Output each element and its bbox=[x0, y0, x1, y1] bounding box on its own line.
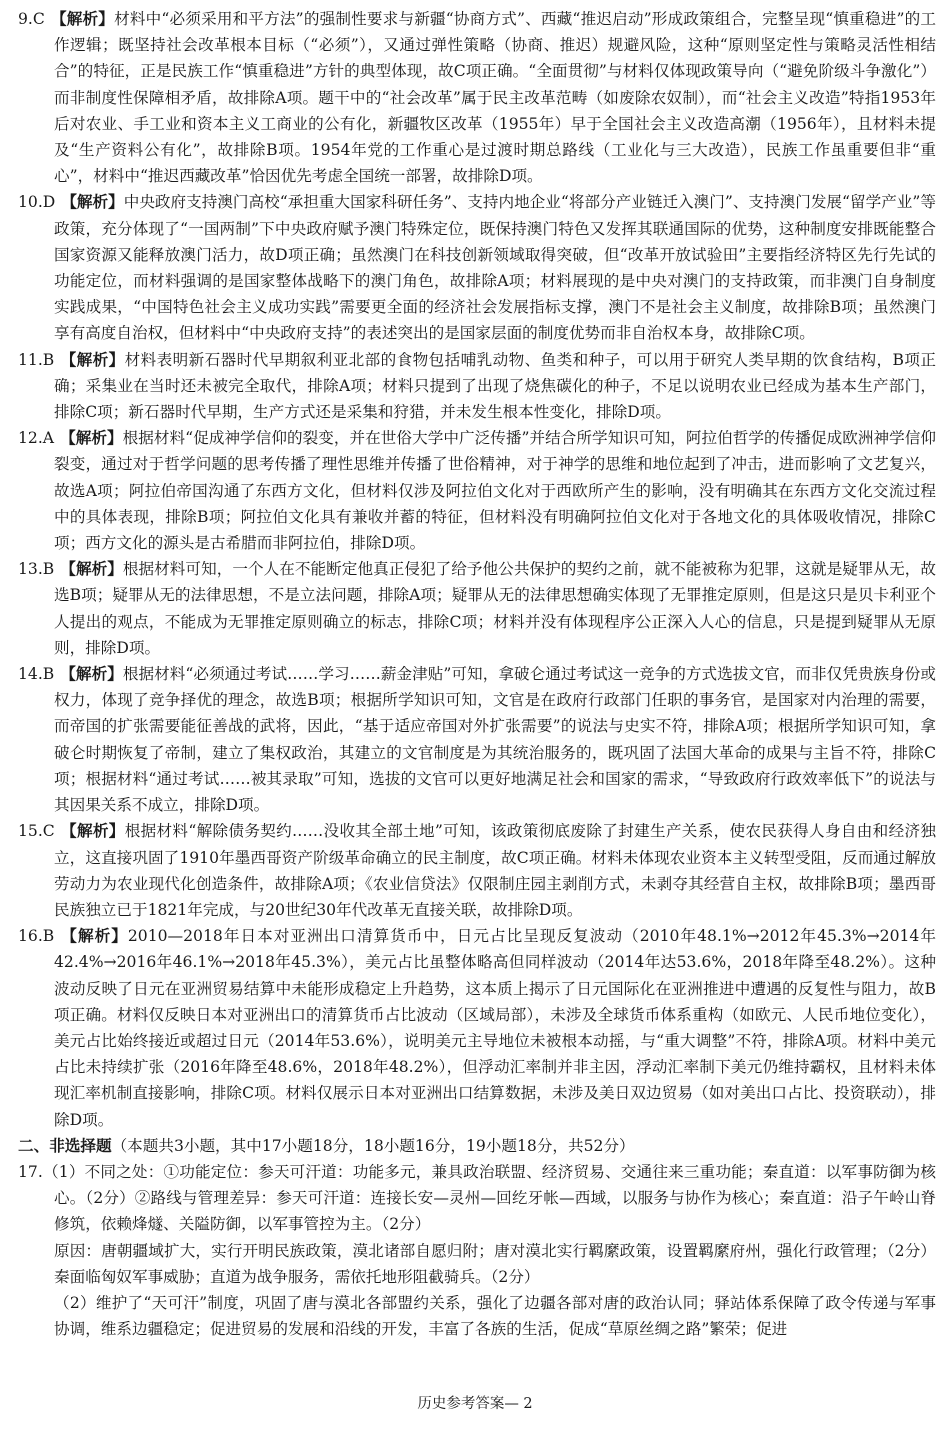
answer-number: 12.A bbox=[18, 429, 55, 448]
answer-number: 13.B bbox=[18, 560, 55, 579]
section-note: （本题共3小题，其中17小题18分，18小题16分，19小题18分，共52分） bbox=[111, 1136, 635, 1155]
answer-text: 材料表明新石器时代早期叙利亚北部的食物包括哺乳动物、鱼类和种子，可以用于研究人类早期的饮食结构，B项正确；采集业在当时还未被完全取代，排除A项；材料只提到了出现了烧焦碳化的种子，不足以说明农业已经成为基本生产部门，排除C项；新石器时代早期，生产方式还是采集和狩猎，并未发生根本性变化，排除D项。 bbox=[54, 350, 936, 422]
answer-text: 2010—2018年日本对亚洲出口清算货币中，日元占比呈现反复波动（2010年48.1%→2012年45.3%→2014年42.4%→2016年46.1%→2018年45.3%），美元占比虽整体略高但同样波动（2014年达53.6%，2018年降至48.2%）。这种波动反映了日元在亚洲贸易结算中未能形成稳定上升趋势，这本质上揭示了日元国际化在亚洲推进中遭遇的反复性与阻力，故B项正确。材料仅反映日本对亚洲出口的清算货币占比波动（区域局部），未涉及全球货币体系重构（如欧元、人民币地位变化），美元占比始终接近或超过日元（2014年53.6%），说明美元主导地位未被根本动摇，与“重大调整”不符，排除A项。材料中美元占比未持续扩张（2016年降至48.6%，2018年48.2%），但浮动汇率制并非主因，浮动汇率制下美元仍维持霸权，且材料未体现汇率机制直接影响，排除C项。材料仅展示日本对亚洲出口结算数据，未涉及美日双边贸易（如对美出口占比、投资联动），排除D项。 bbox=[54, 927, 936, 1129]
answer-number: 9.C bbox=[18, 10, 45, 28]
answer-item-16 bbox=[18, 923, 936, 1133]
answer-number: 16.B bbox=[18, 927, 55, 946]
q17-reason: 原因：唐朝疆域扩大，实行开明民族政策，漠北诸部自愿归附；唐对漠北实行羁縻政策，设置羁縻府州，强化行政管理；（2分）秦面临匈奴军事威胁；直道为战争服务，需依托地形阻截骑兵。（2分） bbox=[54, 1241, 936, 1286]
answer-number: 17. bbox=[18, 1162, 43, 1181]
answer-text: 根据材料可知，一个人在不能断定他真正侵犯了给予他公共保护的契约之前，就不能被称为犯罪，这就是疑罪从无，故选B项；疑罪从无的法律思想，不是立法问题，排除A项；疑罪从无的法律思想确实体现了无罪推定原则，但是这只是贝卡利亚个人提出的观点，不能成为无罪推定原则确立的标志，排除C项；材料并没有体现程序公正深入人心的信息，只是提到疑罪从无原则，排除D项。 bbox=[54, 560, 936, 657]
analysis-tag: 【解析】 bbox=[60, 821, 125, 841]
analysis-tag: 【解析】 bbox=[60, 664, 123, 684]
section-heading bbox=[18, 1133, 936, 1159]
answer-item-11 bbox=[18, 347, 936, 426]
analysis-tag: 【解析】 bbox=[60, 559, 123, 579]
q17-part1 bbox=[18, 1159, 936, 1238]
analysis-tag: 【解析】 bbox=[60, 926, 128, 946]
analysis-tag: 【解析】 bbox=[50, 9, 115, 28]
section-title: 二、非选择题 bbox=[18, 1135, 112, 1155]
page-footer: 历史参考答案— 2 bbox=[417, 1396, 533, 1412]
answer-item-10 bbox=[18, 189, 936, 346]
analysis-tag: 【解析】 bbox=[61, 192, 124, 212]
answer-text: （1）不同之处：①功能定位：参天可汗道：功能多元，兼具政治联盟、经济贸易、交通往来三重功能；秦直道：以军事防御为核心。（2分）②路线与管理差异：参天可汗道：连接长安—灵州—回纥牙帐—西域，以服务与协作为核心；秦直道：沿子午岭山脊修筑，依赖烽燧、关隘防御，以军事管控为主。（2分） bbox=[42, 1162, 936, 1234]
answer-item-17 bbox=[18, 1159, 936, 1342]
answer-text: 根据材料“解除债务契约……没收其全部土地”可知，该政策彻底废除了封建生产关系，使农民获得人身自由和经济独立，这直接巩固了1910年墨西哥资产阶级革命确立的民主制度，故C项正确。材料未体现农业资本主义转型受阻，反而通过解放劳动力为农业现代化创造条件，故排除A项；《农业信贷法》仅限制庄园主剥削方式，未剥夺其经营自主权，故排除B项；墨西哥民族独立已于1821年完成，与20世纪30年代改革无直接关联，故排除D项。 bbox=[54, 822, 936, 919]
analysis-tag: 【解析】 bbox=[60, 428, 123, 448]
answer-item-15 bbox=[18, 818, 936, 923]
answer-item-9 bbox=[18, 6, 936, 189]
q17-part2: （2）维护了“天可汗”制度，巩固了唐与漠北各部盟约关系，强化了边疆各部对唐的政治认同；驿站体系保障了政令传递与军事协调，维系边疆稳定；促进贸易的发展和沿线的开发，丰富了各族的生活，促成“草原丝绸之路”繁荣；促进 bbox=[54, 1293, 936, 1339]
answer-number: 11.B bbox=[18, 350, 55, 369]
answer-text: 根据材料“必须通过考试……学习……薪金津贴”可知，拿破仑通过考试这一竞争的方式选拔文官，而非仅凭贵族身份或权力，体现了竞争择优的理念，故选B项；根据所学知识可知，文官是在政府行政部门任职的事务官，是国家对内治理的需要，而帝国的扩张需要能征善战的武将，因此，“基于适应帝国对外扩张需要”的说法与史实不符，排除A项；根据所学知识可知，拿破仑时期恢复了帝制，建立了集权政治，其建立的文官制度是为其统治服务的，既巩固了法国大革命的成果与主旨不符，排除C项；根据材料“通过考试……被其录取”可知，选拔的文官可以更好地满足社会和国家的需求，“导致政府行政效率低下”的说法与其因果关系不成立，排除D项。 bbox=[54, 665, 936, 815]
answer-list bbox=[18, 6, 936, 1133]
answer-item-14 bbox=[18, 661, 936, 818]
answer-text: 材料中“必须采用和平方法”的强制性要求与新疆“协商方式”、西藏“推迟启动”形成政策组合，完整呈现“慎重稳进”的工作逻辑；既坚持社会改革根本目标（“必须”），又通过弹性策略（协商、推迟）规避风险，这种“原则坚定性与策略灵活性相结合”的特征，正是民族工作“慎重稳进”方针的典型体现，故C项正确。“全面贯彻”与材料仅体现政策导向（“避免阶级斗争激化”）而非制度性保障相矛盾，故排除A项。题干中的“社会改革”属于民主改革范畴（如废除农奴制），而“社会主义改造”特指1953年后对农业、手工业和资本主义工商业的公有化，新疆牧区改革（1955年）早于全国社会主义改造高潮（1956年），且材料未提及“生产资料公有化”，故排除B项。1954年党的工作重心是过渡时期总路线（工业化与三大改造），民族工作虽重要但非“重心”，材料中“推迟西藏改革”恰因优先考虑全国统一部署，故排除D项。 bbox=[54, 10, 936, 186]
answer-number: 14.B bbox=[18, 665, 55, 684]
analysis-tag: 【解析】 bbox=[60, 349, 125, 369]
answer-text: 根据材料“促成神学信仰的裂变，并在世俗大学中广泛传播”并结合所学知识可知，阿拉伯哲学的传播促成欧洲神学信仰裂变，通过对于哲学问题的思考传播了理性思维并传播了世俗精神，对于神学的思维和地位起到了冲击，进而影响了文艺复兴，故选A项；阿拉伯帝国沟通了东西方文化，但材料仅涉及阿拉伯文化对于西欧所产生的影响，没有明确其在东西方文化交流过程中的具体表现，排除B项；阿拉伯文化具有兼收并蓄的特征，但材料没有明确阿拉伯文化对于各地文化的具体吸收情况，排除C项；西方文化的源头是古希腊而非阿拉伯，排除D项。 bbox=[54, 429, 936, 553]
answer-item-13 bbox=[18, 556, 936, 661]
answer-number: 10.D bbox=[18, 193, 56, 212]
answer-text: 中央政府支持澳门高校“承担重大国家科研任务”、支持内地企业“将部分产业链迁入澳门”、支持澳门发展“留学产业”等政策，充分体现了“一国两制”下中央政府赋予澳门特殊定位，既保持澳门特色又发挥其联通国际的优势，这种制度安排既能整合国家资源又能释放澳门活力，故D项正确；虽然澳门在科技创新领域取得突破，但“改革开放试验田”主要指经济特区先行先试的功能定位，而材料强调的是国家整体战略下的澳门角色，故排除A项；材料展现的是中央对澳门的支持政策，而非澳门自身制度实践成果，“中国特色社会主义成功实践”需要更全面的经济社会发展指标支撑，澳门不是社会主义制度，故排除B项；虽然澳门享有高度自治权，但材料中“中央政府支持”的表述突出的是国家层面的制度优势而非自治权本身，故排除C项。 bbox=[54, 193, 936, 343]
answer-number: 15.C bbox=[18, 822, 55, 841]
answer-item-12 bbox=[18, 425, 936, 556]
